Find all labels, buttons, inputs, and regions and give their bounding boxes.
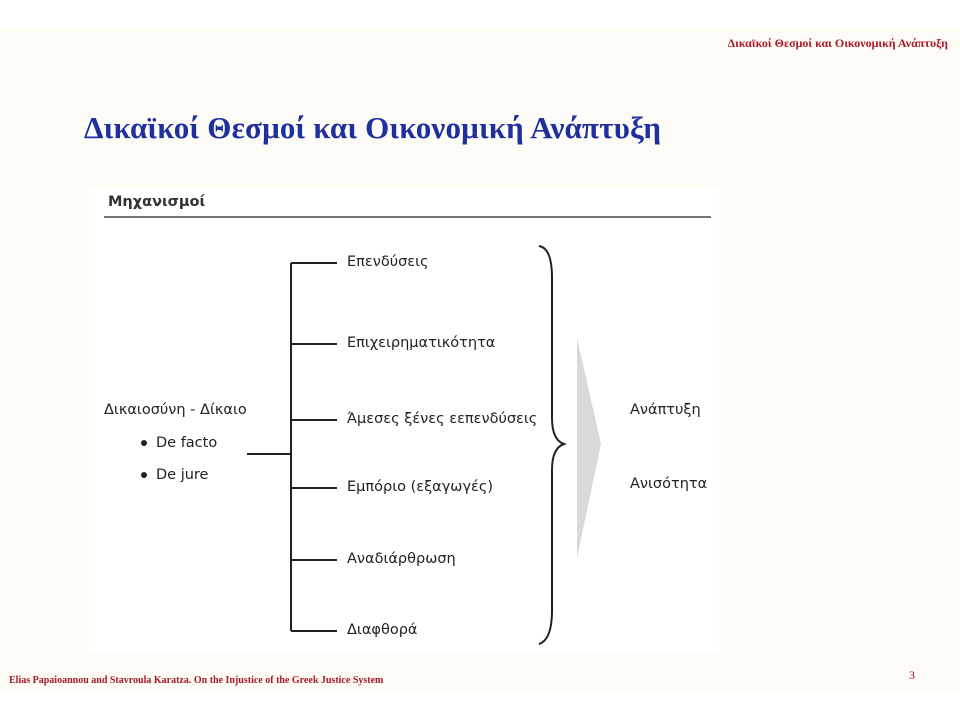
- mechanisms-diagram: [89, 188, 719, 654]
- outcome-label: Ανισότητα: [630, 476, 708, 492]
- source-bullets: [141, 434, 217, 498]
- mechanism-label: Επενδύσεις: [347, 254, 429, 270]
- footer-citation: Elias Papaioannou and Stavroula Karatza. On the Injustice of the Greek Justice System: [9, 675, 384, 686]
- diagram-heading: Μηχανισμοί: [108, 194, 206, 210]
- mechanism-label: Επιχειρηματικότητα: [347, 335, 496, 351]
- page-number: 3: [909, 668, 915, 682]
- slide-title: Δικαϊκοί Θεσμοί και Οικονομική Ανάπτυξη: [84, 110, 662, 145]
- outcome-label: Ανάπτυξη: [630, 402, 701, 418]
- source-label: Δικαιοσύνη - Δίκαιο: [104, 402, 247, 418]
- bullet-item: De jure: [141, 466, 217, 498]
- mechanism-label: Εμπόριο (εξαγωγές): [347, 479, 494, 495]
- mechanism-label: Αναδιάρθρωση: [347, 551, 456, 567]
- mechanism-label: Άμεσες ξένες εεπενδύσεις: [347, 411, 538, 427]
- bullet-item: De facto: [141, 434, 217, 466]
- grouping-brace: [539, 246, 564, 644]
- mechanism-label: Διαφθορά: [347, 622, 418, 638]
- outcome-arrow: [577, 338, 601, 558]
- header-title: Δικαϊκοί Θεσμοί και Οικονομική Ανάπτυξη: [727, 36, 948, 50]
